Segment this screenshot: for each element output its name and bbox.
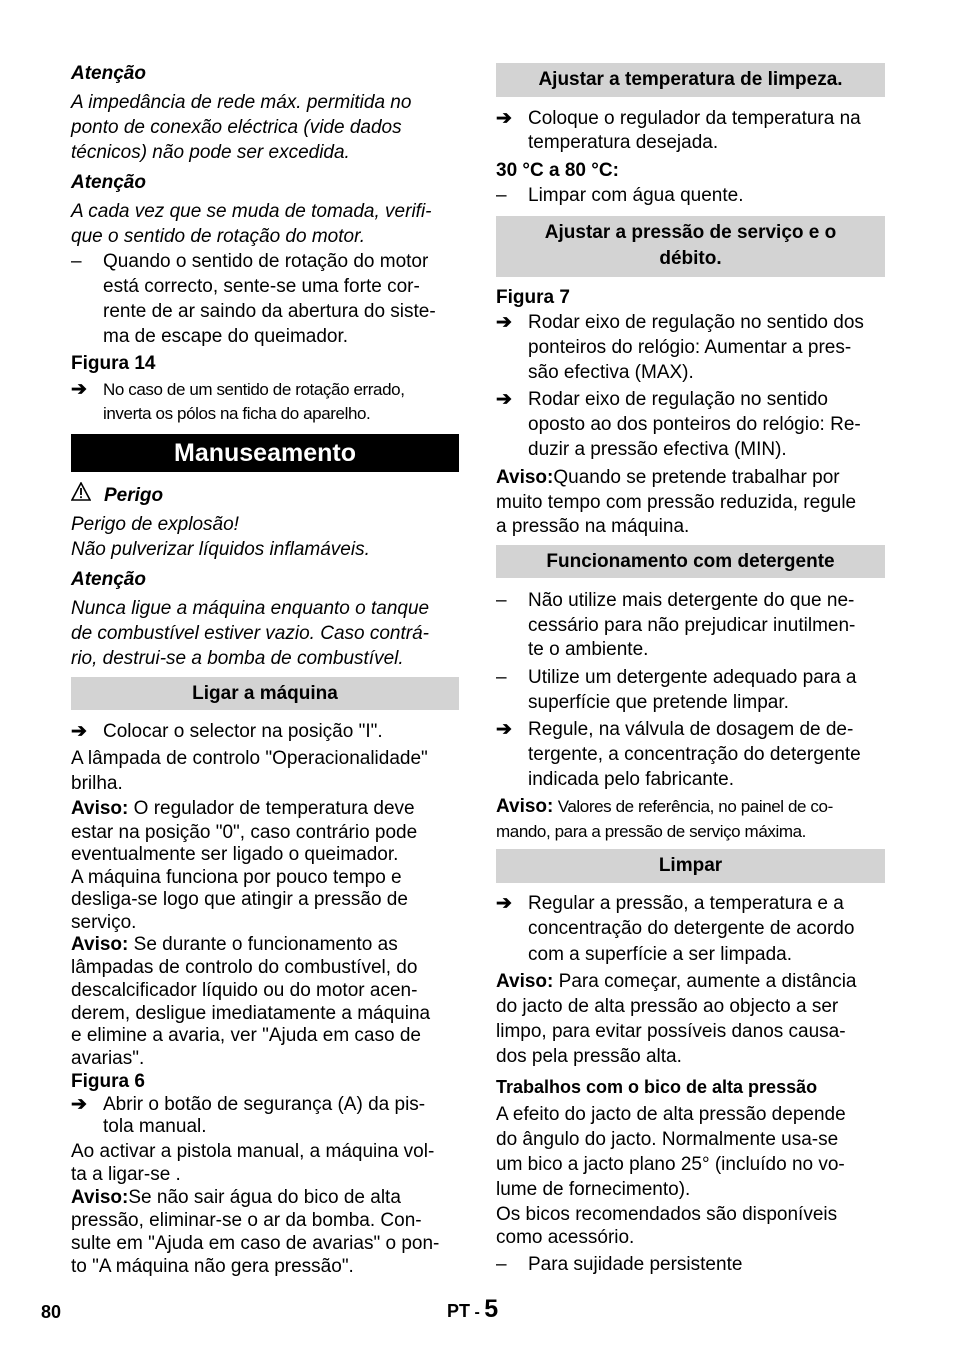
text-line: rente de ar saindo da abertura do siste- (103, 301, 436, 322)
section-title: Manuseamento (71, 434, 459, 472)
text-line: Perigo de explosão! (71, 514, 239, 535)
notice-line: Aviso: Para começar, aumente a distância (496, 971, 857, 992)
attention-heading: Atenção (71, 569, 146, 590)
text-line: e elimine a avaria, ver "Ajuda em caso de (71, 1025, 421, 1046)
text-line: Regule, na válvula de dosagem de de- (528, 719, 854, 740)
text-line: descalcificador líquido ou do motor acen- (71, 980, 418, 1001)
text-line: oposto ao dos ponteiros do relógio: Re- (528, 414, 861, 435)
text-line: Regular a pressão, a temperatura e a (528, 893, 844, 914)
paragraph-heading: Trabalhos com o bico de alta pressão (496, 1077, 818, 1097)
figure-label: Figura 7 (496, 287, 570, 308)
notice-line: Aviso:Se não sair água do bico de alta (71, 1187, 401, 1208)
text-line: Não utilize mais detergente do que ne- (528, 590, 855, 611)
text-line: ponto de conexão eléctrica (vide dados (71, 117, 402, 138)
text-line: Rodar eixo de regulação no sentido dos (528, 312, 864, 333)
text-line: to "A máquina não gera pressão". (71, 1256, 354, 1277)
text-line: que o sentido de rotação do motor. (71, 226, 365, 247)
text-line: A cada vez que se muda de tomada, verifi- (71, 201, 432, 222)
text-line: te o ambiente. (528, 639, 649, 660)
text-line: desliga-se logo que atingir a pressão de (71, 889, 408, 910)
text-line: Não pulverizar líquidos inflamáveis. (71, 539, 370, 560)
text-line: com a superfície a ser limpada. (528, 944, 793, 965)
arrow-right-icon: ➔ (496, 312, 512, 333)
dash-bullet: – (496, 590, 507, 611)
text-line: derem, desligue imediatamente a máquina (71, 1003, 431, 1024)
text-line: são efectiva (MAX). (528, 362, 694, 383)
dash-bullet: – (71, 251, 82, 272)
arrow-right-icon: ➔ (71, 379, 87, 400)
text-line: Nunca ligue a máquina enquanto o tanque (71, 598, 430, 619)
text-line: muito tempo com pressão reduzida, regule (496, 492, 857, 513)
text-line: estar na posição "0", caso contrário pode (71, 822, 418, 843)
text-line: temperatura desejada. (528, 132, 719, 153)
text-line: lâmpadas de controlo do combustível, do (71, 957, 418, 978)
separator: - (470, 1304, 485, 1321)
text-line: de combustível estiver vazio. Caso contrá- (71, 623, 429, 644)
subsection-heading: Funcionamento com detergente (496, 545, 885, 578)
text-line: tola manual. (103, 1116, 207, 1137)
text-line: avarias". (71, 1048, 145, 1069)
text-line: A máquina funciona por pouco tempo e (71, 867, 402, 888)
figure-label: Figura 14 (71, 353, 156, 374)
page-number: 80 (41, 1302, 62, 1322)
text-line: serviço. (71, 912, 137, 933)
text-line: Limpar com água quente. (528, 185, 744, 206)
text-line: lume de fornecimento). (496, 1179, 691, 1200)
text-line: Abrir o botão de segurança (A) da pis- (103, 1094, 426, 1115)
dash-bullet: – (496, 1254, 507, 1275)
text-line: um bico a jacto plano 25° (incluído no vo- (496, 1154, 845, 1175)
text-line: A impedância de rede máx. permitida no (71, 92, 412, 113)
attention-heading: Atenção (71, 172, 146, 193)
dash-bullet: – (496, 185, 507, 206)
text-line: No caso de um sentido de rotação errado, (103, 380, 405, 399)
heading-line: débito. (659, 248, 722, 269)
text-line: ma de escape do queimador. (103, 326, 349, 347)
text-line: limpo, para evitar possíveis danos causa- (496, 1021, 846, 1042)
text-line: dos pela pressão alta. (496, 1046, 682, 1067)
text-line: a pressão na máquina. (496, 516, 690, 537)
text-line: inverta os pólos na ficha do aparelho. (103, 404, 371, 423)
attention-heading: Atenção (71, 63, 146, 84)
text-line: está correcto, sente-se uma forte cor- (103, 276, 420, 297)
text-line: superfície que pretende limpar. (528, 692, 789, 713)
arrow-right-icon: ➔ (71, 721, 87, 742)
section-page-number: 5 (484, 1295, 499, 1323)
text-line: do jacto de alta pressão ao objecto a ser (496, 996, 839, 1017)
text-line: como acessório. (496, 1227, 635, 1248)
heading-line: Ajustar a pressão de serviço e o (544, 222, 837, 243)
text-line: Ao activar a pistola manual, a máquina vol- (71, 1141, 435, 1162)
text-line: A efeito do jacto de alta pressão depende (496, 1104, 846, 1125)
language-code: PT (447, 1301, 471, 1321)
subsection-heading (496, 216, 885, 277)
text-line: A lâmpada de controlo "Operacionalidade" (71, 748, 428, 769)
text-line: técnicos) não pode ser excedida. (71, 142, 350, 163)
text-line: Coloque o regulador da temperatura na (528, 108, 861, 129)
text-line: rio, destrui-se a bomba de combustível. (71, 648, 404, 669)
arrow-right-icon: ➔ (496, 108, 512, 129)
text-line: do ângulo do jacto. Normalmente usa-se (496, 1129, 839, 1150)
section-page-label (447, 1297, 498, 1325)
notice-line: Aviso: Se durante o funcionamento as (71, 934, 398, 955)
text-line: concentração do detergente de acordo (528, 918, 855, 939)
text-line: Utilize um detergente adequado para a (528, 667, 857, 688)
text-line: ta a ligar-se . (71, 1164, 181, 1185)
text-line: mando, para a pressão de serviço máxima. (496, 822, 806, 841)
arrow-right-icon: ➔ (496, 719, 512, 740)
arrow-right-icon: ➔ (71, 1094, 87, 1115)
text-line: Rodar eixo de regulação no sentido (528, 389, 828, 410)
text-line: Colocar o selector na posição "I". (103, 721, 383, 742)
text-line: Para sujidade persistente (528, 1254, 743, 1275)
text-line: tergente, a concentração do detergente (528, 744, 861, 765)
text-line: cessário para não prejudicar inutilmen- (528, 615, 856, 636)
arrow-right-icon: ➔ (496, 893, 512, 914)
temperature-range-label: 30 °C a 80 °C: (496, 160, 619, 181)
text-line: Os bicos recomendados são disponíveis (496, 1204, 838, 1225)
danger-heading: Perigo (104, 485, 164, 506)
figure-label: Figura 6 (71, 1071, 145, 1092)
subsection-heading: Ajustar a temperatura de limpeza. (496, 63, 885, 97)
text-line: pressão, eliminar-se o ar da bomba. Con- (71, 1210, 422, 1231)
text-line: ponteiros do relógio: Aumentar a pres- (528, 337, 852, 358)
text-line: duzir a pressão efectiva (MIN). (528, 439, 787, 460)
notice-line: Aviso: O regulador de temperatura deve (71, 798, 415, 819)
arrow-right-icon: ➔ (496, 389, 512, 410)
text-line: brilha. (71, 773, 123, 794)
text-line: eventualmente ser ligado o queimador. (71, 844, 399, 865)
subsection-heading: Ligar a máquina (71, 677, 459, 710)
text-line: indicada pelo fabricante. (528, 769, 734, 790)
subsection-heading: Limpar (496, 849, 885, 883)
dash-bullet: – (496, 667, 507, 688)
text-line: Quando o sentido de rotação do motor (103, 251, 429, 272)
notice-line: Aviso:Quando se pretende trabalhar por (496, 467, 840, 488)
warning-triangle-icon (71, 482, 91, 508)
notice-line: Aviso: Valores de referência, no painel de co- (496, 796, 833, 817)
text-line: sulte em "Ajuda em caso de avarias" o pon- (71, 1233, 440, 1254)
